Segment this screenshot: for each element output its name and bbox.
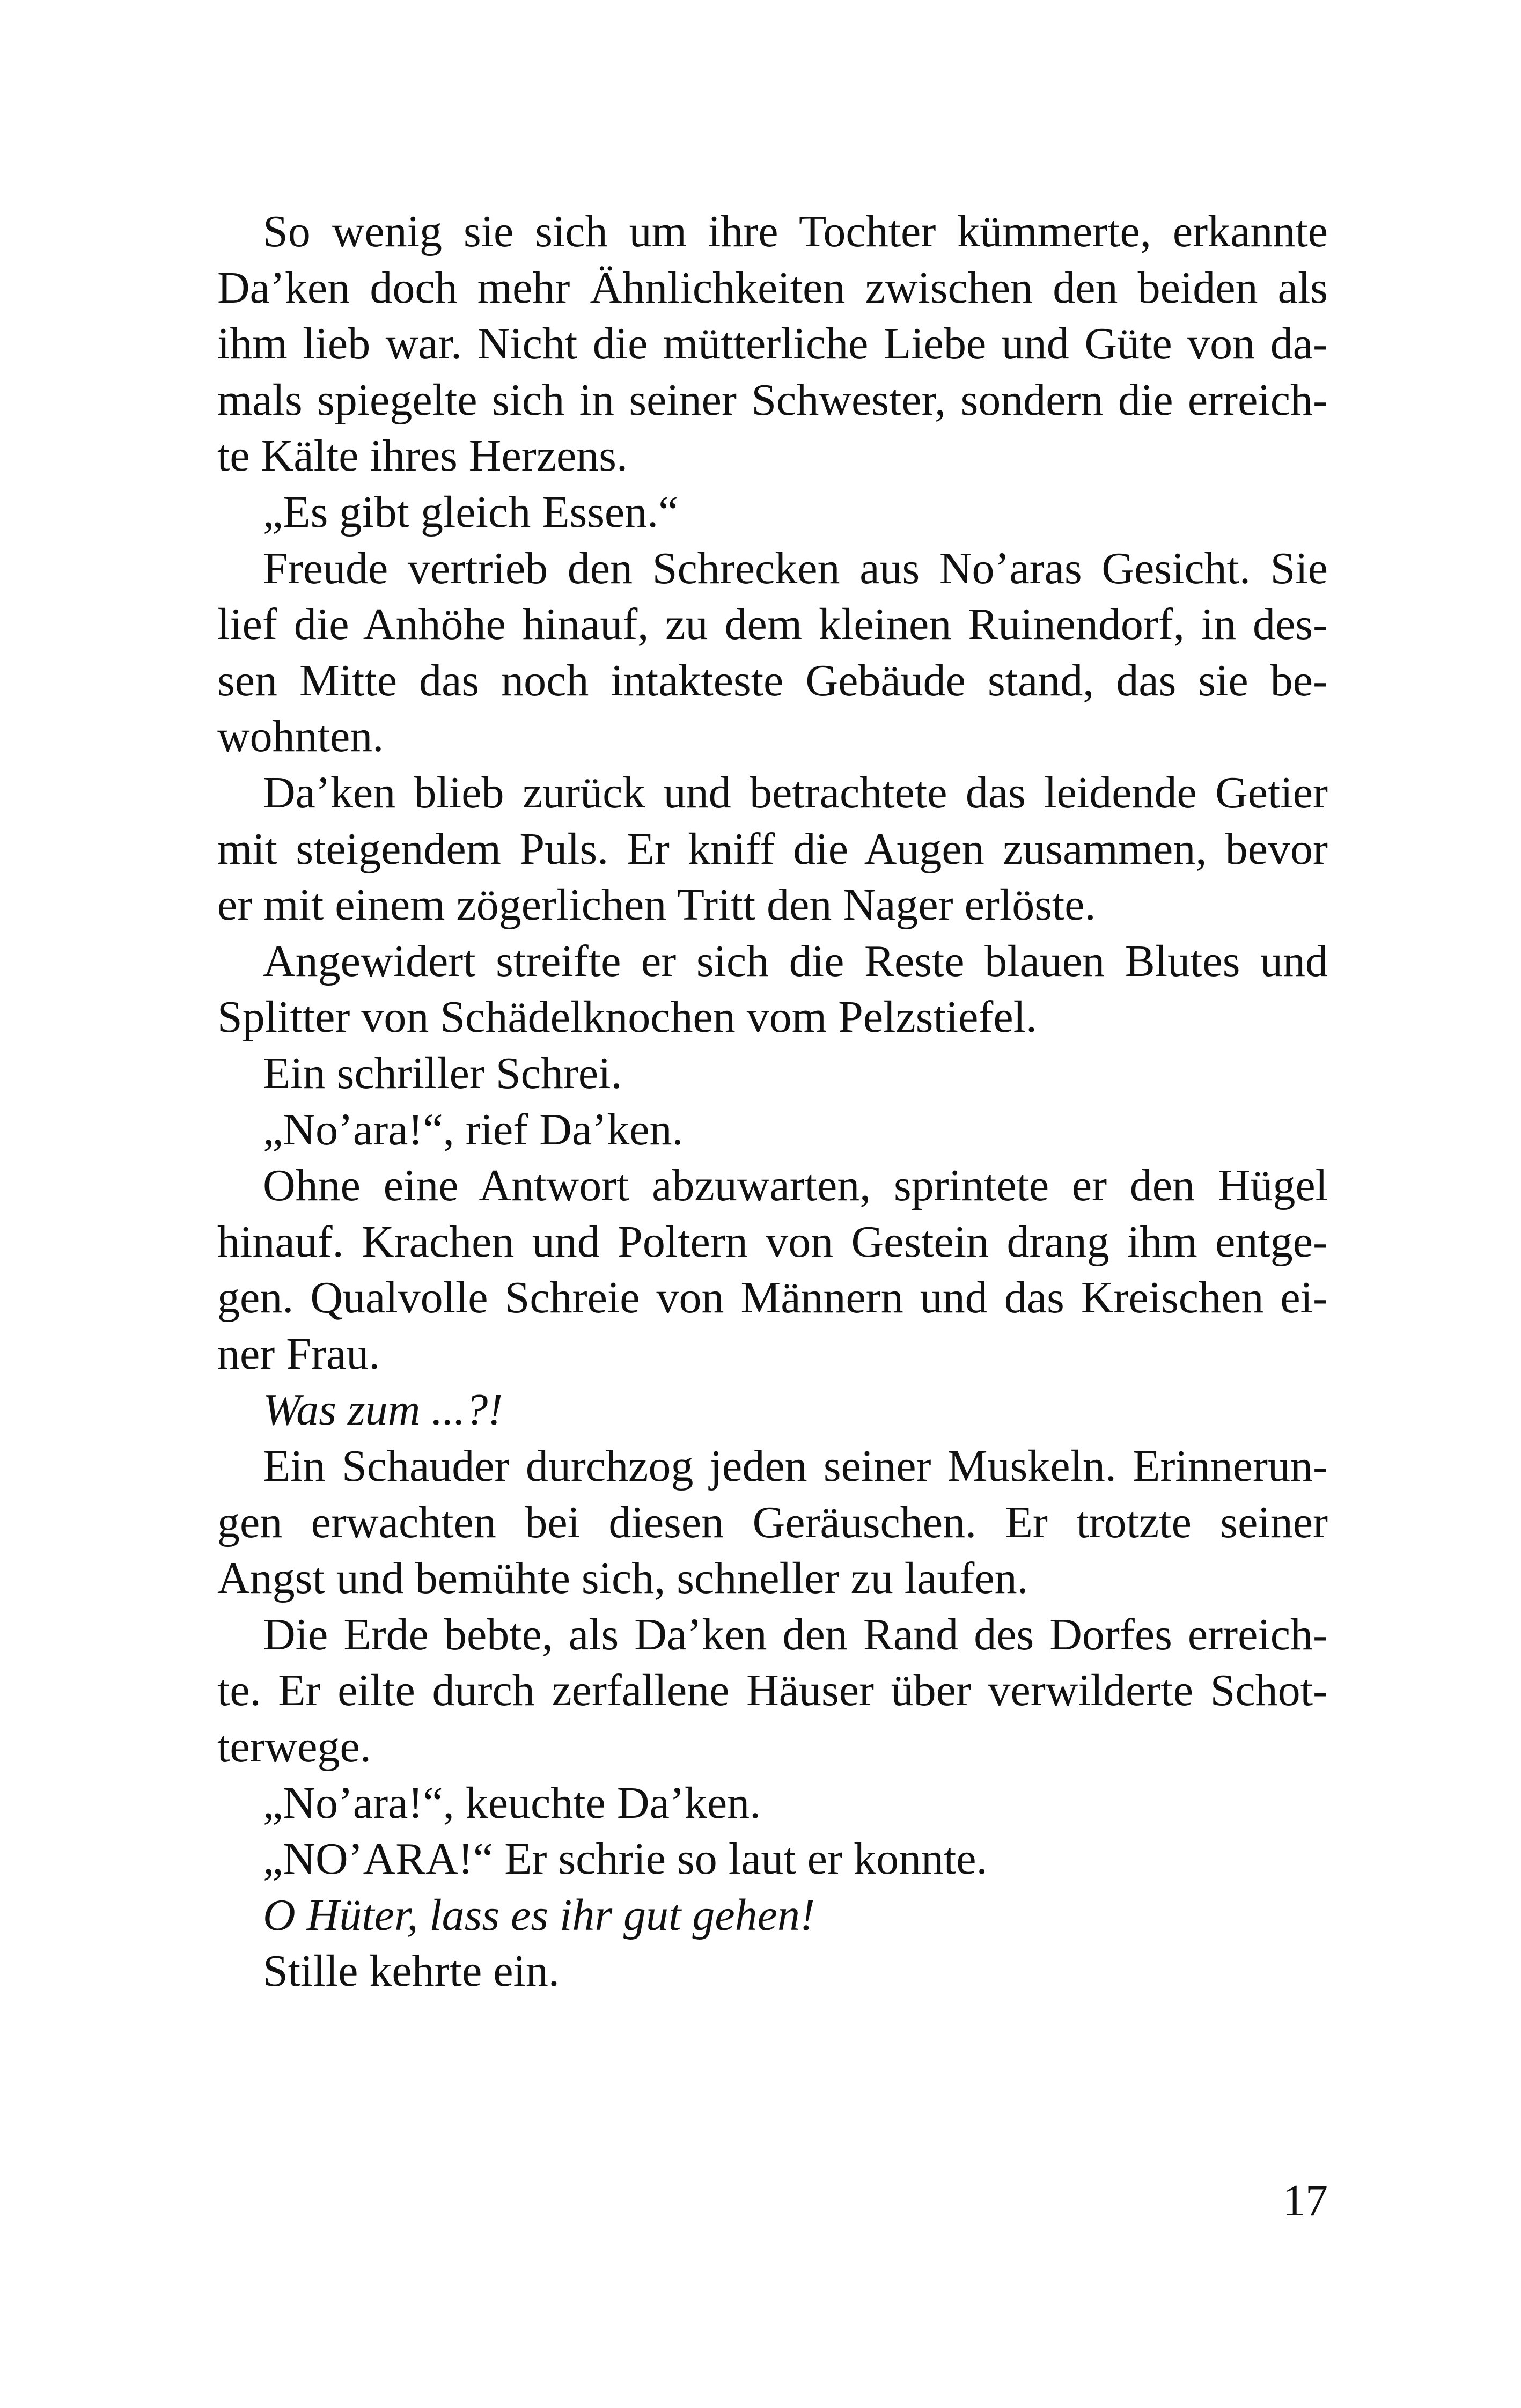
text-line: lief die Anhöhe hinauf, zu dem kleinen Ruinendorf, in des- (217, 599, 1328, 650)
text-line: „No’ara!“, rief Da’ken. (263, 1104, 684, 1155)
text-line: Angewidert streifte er sich die Reste blauen Blutes und (263, 936, 1328, 986)
page-number: 17 (1283, 2176, 1328, 2226)
text-line: Die Erde bebte, als Da’ken den Rand des Dorfes erreich- (263, 1609, 1328, 1660)
text-line-italic: O Hüter, lass es ihr gut gehen! (263, 1890, 815, 1940)
text-line: Stille kehrte ein. (263, 1946, 560, 1996)
text-line: hinauf. Krachen und Poltern von Gestein drang ihm entge- (217, 1216, 1328, 1267)
text-line: te. Er eilte durch zerfallene Häuser über verwilderte Schot- (217, 1665, 1328, 1716)
text-line: gen erwachten bei diesen Geräuschen. Er trotzte seiner (217, 1497, 1328, 1547)
text-line: terwege. (217, 1722, 371, 1772)
text-line: ner Frau. (217, 1328, 380, 1379)
text-line: Angst und bemühte sich, schneller zu laufen. (217, 1553, 1028, 1604)
text-line: gen. Qualvolle Schreie von Männern und das Kreischen ei- (217, 1273, 1328, 1323)
book-page-text (217, 204, 1328, 2000)
text-line: Ohne eine Antwort abzuwarten, sprintete er den Hügel (263, 1161, 1328, 1211)
text-line: Ein schriller Schrei. (263, 1048, 622, 1098)
text-line-italic: Was zum ...?! (263, 1385, 503, 1435)
text-line: te Kälte ihres Herzens. (217, 431, 628, 481)
text-line: mit steigendem Puls. Er kniff die Augen zusammen, bevor (217, 824, 1328, 874)
text-line: wohnten. (217, 711, 384, 762)
text-line: Da’ken doch mehr Ähnlichkeiten zwischen den beiden als (217, 262, 1328, 313)
text-line: Da’ken blieb zurück und betrachtete das leidende Getier (263, 767, 1328, 818)
text-line: er mit einem zögerlichen Tritt den Nager erlöste. (217, 880, 1096, 930)
text-line: „No’ara!“, keuchte Da’ken. (263, 1778, 761, 1828)
text-line: sen Mitte das noch intakteste Gebäude stand, das sie be- (217, 655, 1328, 706)
text-line: Ein Schauder durchzog jeden seiner Muskeln. Erinnerun- (263, 1441, 1328, 1492)
text-line: „Es gibt gleich Essen.“ (263, 487, 679, 537)
text-line: mals spiegelte sich in seiner Schwester, sondern die erreich- (217, 375, 1328, 425)
text-line: „NO’ARA!“ Er schrie so laut er konnte. (263, 1834, 988, 1884)
text-line: Splitter von Schädelknochen vom Pelzstiefel. (217, 992, 1037, 1043)
text-line: So wenig sie sich um ihre Tochter kümmerte, erkannte (263, 207, 1328, 256)
text-line: ihm lieb war. Nicht die mütterliche Liebe und Güte von da- (217, 319, 1328, 369)
text-line: Freude vertrieb den Schrecken aus No’aras Gesicht. Sie (263, 543, 1328, 593)
